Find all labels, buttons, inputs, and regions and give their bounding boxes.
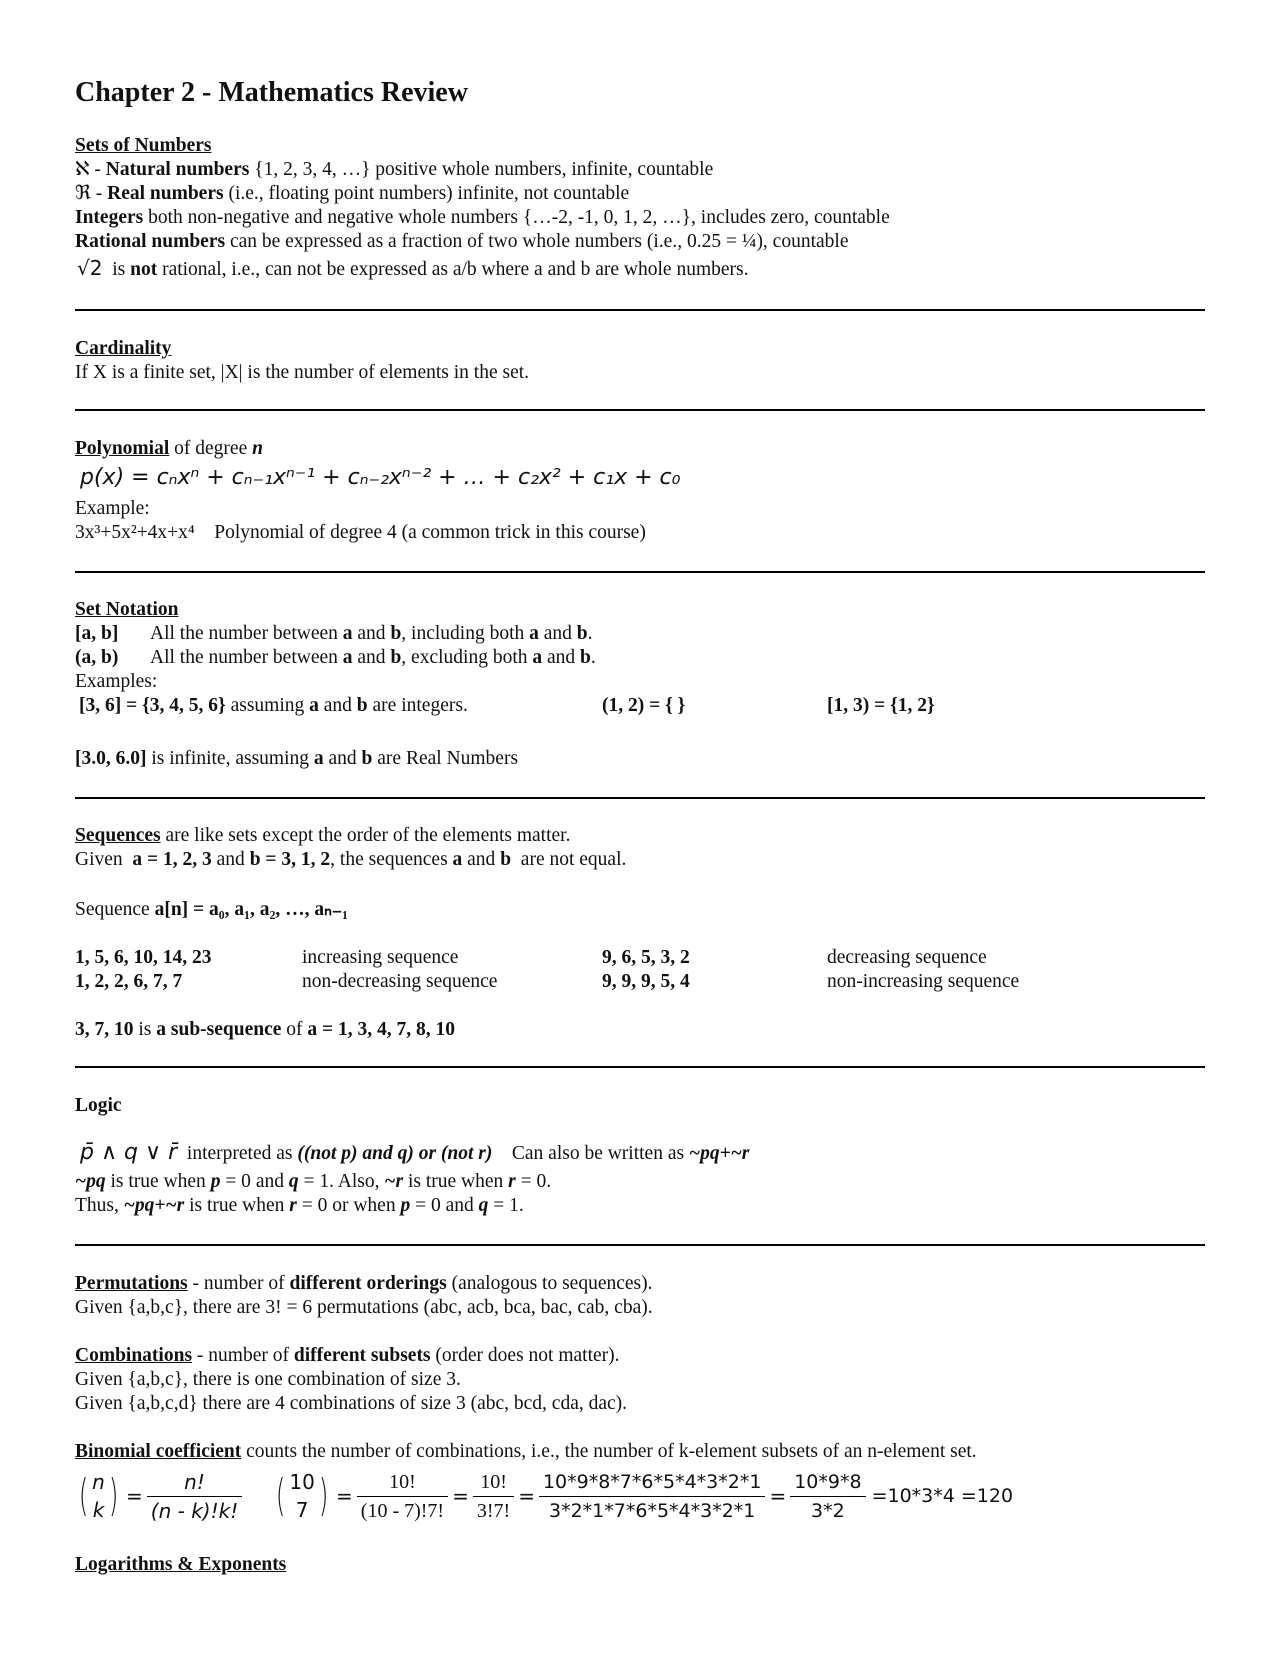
fraction-general [147,1470,242,1523]
polynomial-example-expr: 3x³+5x²+4x+x⁴ [75,522,195,543]
var-b: b [390,623,402,644]
sub-sequence-line [75,1018,455,1042]
set-example-2 [602,694,685,718]
seq-row1-c2: increasing sequence [302,947,459,968]
of-word: of [286,1019,303,1040]
natural-text: {1, 2, 3, 4, …} positive whole numbers, infinite, countable [254,159,714,180]
permutations-line [75,1272,653,1296]
sub-seq-example: 3, 7, 10 [75,1019,134,1040]
frac-num: 10*9*8 [790,1470,865,1497]
logic-interp: ((not p) and q) or (not r) [297,1143,493,1164]
thus-word: Thus, [75,1195,119,1216]
logic-formula-line [80,1141,749,1166]
var-a: a [342,647,353,668]
period: . [587,623,593,644]
and-word: and [445,1195,474,1216]
set-example-3 [827,694,935,718]
var-q: q [478,1195,489,1216]
logic-heading-text: Logic [75,1095,122,1116]
seq-row2-c4: non-increasing sequence [827,971,1020,992]
permutations-text-1: - number of [192,1273,285,1294]
cardinality-heading: Cardinality [75,338,172,359]
equals: = [452,1484,469,1508]
integers-term: Integers [75,207,144,228]
right-paren: ) [318,1470,329,1521]
combinations-bold: different subsets [293,1345,431,1366]
and-word: and [543,623,572,644]
fraction-3 [539,1470,765,1523]
var-a: a [313,748,324,769]
also-word: . Also, [329,1171,380,1192]
frac-den: 3!7! [476,1499,511,1522]
sequence-def-line [75,898,348,922]
and-word: and [216,849,245,870]
rational-line [75,230,848,254]
divider [75,1244,1205,1246]
logic-formula: p̄ ∧ q ∨ r̄ [80,1140,178,1165]
var-p: p [400,1195,411,1216]
fraction-2 [473,1470,514,1523]
var-b: b [500,849,512,870]
real-term: Real numbers [107,183,224,204]
page-title: Chapter 2 - Mathematics Review [75,77,468,108]
divider [75,409,1205,411]
real-text: (i.e., floating point numbers) infinite, not countable [228,183,630,204]
logic-nr: ~r [384,1171,404,1192]
sequences-heading: Sequences [75,825,161,846]
sequences-given-line [75,848,626,872]
fraction-4 [790,1470,865,1523]
is-true-when: is true when [110,1171,206,1192]
left-paren: ( [78,1470,89,1521]
polynomial-n: n [252,438,263,459]
binomial-formula [75,1464,1013,1528]
divider [75,309,1205,311]
natural-symbol: ℵ [75,159,90,180]
frac-num: 10*9*8*7*6*5*4*3*2*1 [539,1470,765,1497]
open-interval-line [75,646,596,670]
logic-also-expr: ~pq+~r [123,1195,185,1216]
natural-numbers-line: ℵ - Natural numbers {1, 2, 3, 4, …} positive whole numbers, infinite, countable [75,159,714,180]
seq-row2-c3 [602,970,690,994]
var-a: a [452,849,463,870]
frac-den: 3*2 [811,1499,845,1522]
logic-line-2: ~pq is true when p = 0 and q = 1. Also, ~r is true when r = 0. [75,1171,552,1192]
set-example-4 [75,747,518,771]
are-integers-text: are integers. [372,695,468,716]
sqrt-text: rational, i.e., can not be expressed as a/b where a and b are whole numbers. [162,259,749,280]
var-p: p [210,1171,221,1192]
eq-zero: = 0 [415,1195,441,1216]
polynomial-example-line [75,521,646,545]
seq-example: 1, 2, 2, 6, 7, 7 [75,971,183,992]
equals: = [769,1484,787,1508]
binom-seven: 7 [295,1498,309,1522]
combinations-given-2: Given {a,b,c,d} there are 4 combinations of size 3 (abc, bcd, cda, dac). [75,1393,628,1414]
binomial-line [75,1440,977,1464]
is-true-when: is true when [189,1195,285,1216]
var-a: a [342,623,353,644]
permutations-heading: Permutations [75,1273,188,1294]
seq-row1-c4: decreasing sequence [827,947,987,968]
combinations-heading: Combinations [75,1345,193,1366]
binomial-heading: Binomial coefficient [75,1441,242,1462]
permutations-bold: different orderings [289,1273,447,1294]
the-sequences-text: , the sequences [330,849,448,870]
polynomial-formula: p(x) = cₙxⁿ + cₙ₋₁xⁿ⁻¹ + cₙ₋₂xⁿ⁻² + … + c₂x² + c₁x + c₀ [80,465,681,490]
frac-den: 3*2*1*7*6*5*4*3*2*1 [549,1499,756,1522]
not-equal-text: are not equal. [520,849,627,870]
seq-example: 9, 6, 5, 3, 2 [602,947,690,968]
sets-heading: Sets of Numbers [75,135,212,156]
divider [75,571,1205,573]
and-word: and [547,647,576,668]
divider [75,1066,1205,1068]
combinations-given-1: Given {a,b,c}, there is one combination of size 3. [75,1369,461,1390]
combinations-text-2: (order does not matter). [435,1345,620,1366]
period: . [590,647,596,668]
real-symbol: ℜ [75,183,91,204]
eq-zero: = 0 [225,1171,251,1192]
var-a: a [309,695,319,716]
closed-label: [a, b] [75,623,119,644]
var-b: b [361,748,373,769]
var-b: b [390,647,402,668]
sub-seq-of: a = 1, 3, 4, 7, 8, 10 [307,1019,456,1040]
open-label: (a, b) [75,647,119,668]
equals: = [126,1484,143,1508]
frac-den: (10 - 7)!7! [360,1499,445,1522]
binom-10-7 [289,1468,314,1524]
sqrt-not: not [130,259,158,280]
combinations-line [75,1344,620,1368]
is-infinite-text: is infinite, assuming [151,748,309,769]
rational-term: Rational numbers [75,231,226,252]
equals: = [518,1484,535,1508]
seq-a-eq: a = 1, 2, 3 [132,849,212,870]
seq-row2-c1 [75,970,182,994]
logic-also-expr: ~pq+~r [688,1143,750,1164]
interpreted-as: interpreted as [186,1143,293,1164]
cardinality-text: If X is a finite set, |X| is the number of elements in the set. [75,362,530,383]
polynomial-of-degree: of degree [174,438,248,459]
var-r: r [508,1171,516,1192]
natural-term: Natural numbers [105,159,250,180]
sequences-intro-line [75,824,570,848]
var-q: q [288,1171,299,1192]
right-paren: ) [108,1470,119,1521]
real-numbers-line: ℜ - Real numbers (i.e., floating point numbers) infinite, not countable [75,183,630,204]
polynomial-example-text: Polynomial of degree 4 (a common trick in this course) [214,522,646,543]
seq-row1-c3 [602,946,690,970]
seq-row2-c2: non-decreasing sequence [302,971,498,992]
eq-zero: = 0 [520,1171,547,1192]
and-word: and [323,695,352,716]
frac-num: 10! [357,1470,448,1497]
binom-k: k [92,1498,105,1522]
eq-zero: = 0 [301,1195,328,1216]
and-word: and [357,647,386,668]
is-word: is [138,1019,152,1040]
and-word: and [467,849,496,870]
polynomial-heading-line [75,437,263,461]
var-b: b [356,695,368,716]
or-when: or when [332,1195,396,1216]
logic-heading [75,1094,122,1118]
equals: = [336,1484,353,1508]
polynomial-heading: Polynomial [75,438,170,459]
logarithms-heading: Logarithms & Exponents [75,1554,287,1575]
set-example-1-expr: [3, 6] = {3, 4, 5, 6} [79,695,226,716]
rational-text: can be expressed as a fraction of two whole numbers (i.e., 0.25 = ¼), countable [229,231,849,252]
sqrt-symbol: √2 [77,256,103,280]
set-notation-heading: Set Notation [75,599,179,620]
is-true-when: is true when [407,1171,504,1192]
frac-num: 10! [473,1470,514,1497]
examples-label: Examples: [75,671,158,692]
left-paren: ( [276,1470,286,1521]
binomial-result: =10*3*4 =120 [871,1485,1014,1507]
closed-text-2: , including both [401,623,525,644]
also-written: Can also be written as [511,1143,685,1164]
fraction-1 [357,1470,448,1523]
sub-seq-term: a sub-sequence [156,1019,282,1040]
sqrt-line [77,256,748,282]
set-example-4-expr: [3.0, 6.0] [75,748,147,769]
permutations-given: Given {a,b,c}, there are 3! = 6 permutations (abc, acb, bca, bac, cab, cba). [75,1297,653,1318]
var-a: a [532,647,543,668]
sqrt-is: is [112,259,126,280]
frac-num: n! [147,1470,242,1497]
integers-text: both non-negative and negative whole numbers {…-2, -1, 0, 1, 2, …}, includes zero, countable [148,207,890,228]
sequences-intro: are like sets except the order of the elements matter. [165,825,571,846]
integers-line [75,206,890,230]
permutations-text-2: (analogous to sequences). [451,1273,653,1294]
and-word: and [255,1171,284,1192]
binom-n-k [92,1468,105,1524]
set-example-1 [79,694,468,718]
open-text: All the number between [150,647,338,668]
var-b: b [580,647,591,668]
seq-row1-c1 [75,946,212,970]
closed-text: All the number between [150,623,338,644]
divider [75,797,1205,799]
combinations-text-1: - number of [196,1345,289,1366]
seq-example: 9, 9, 9, 5, 4 [602,971,690,992]
open-text-2: , excluding both [401,647,528,668]
and-word: and [357,623,386,644]
frac-den: (n - k)!k! [150,1498,239,1523]
eq-one: = 1 [303,1171,330,1192]
seq-example: 1, 5, 6, 10, 14, 23 [75,947,212,968]
and-word: and [328,748,357,769]
binom-ten: 10 [289,1470,315,1494]
sequence-label: Sequence [75,899,150,920]
seq-b-eq: b = 3, 1, 2 [249,849,331,870]
given-word: Given [75,849,123,870]
logic-line-3: Thus, ~pq+~r is true when r = 0 or when p = 0 and q = 1. [75,1195,524,1216]
eq-one: = 1 [493,1195,519,1216]
logic-npq: ~pq [75,1171,106,1192]
var-r: r [289,1195,297,1216]
set-example-2-expr: (1, 2) = { } [602,695,686,716]
binomial-text: counts the number of combinations, i.e., the number of k-element subsets of an n-element set. [246,1441,977,1462]
sequence-expr: a[n] = a₀, a₁, a₂, …, aₙ₋₁ [154,899,348,920]
set-example-3-expr: [1, 3) = {1, 2} [827,695,935,716]
var-b: b [576,623,588,644]
binom-n: n [92,1470,105,1494]
closed-interval-line [75,622,593,646]
polynomial-example-label: Example: [75,498,150,519]
assuming-word: assuming [230,695,305,716]
real-numbers-text: are Real Numbers [377,748,519,769]
var-a: a [529,623,539,644]
